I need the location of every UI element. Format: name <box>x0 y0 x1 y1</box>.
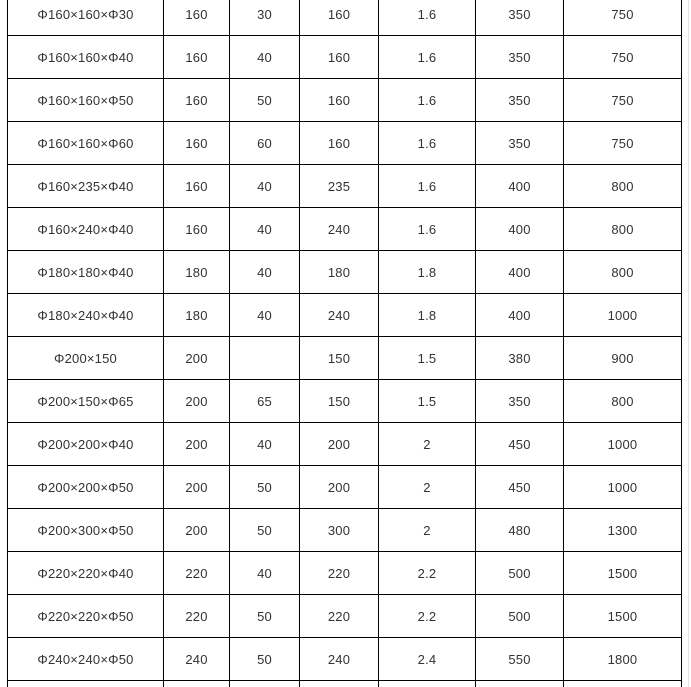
value-cell: 160 <box>300 122 379 165</box>
value-cell: 750 <box>564 79 682 122</box>
table-row <box>8 595 682 638</box>
spec-cell: Φ180×180×Φ40 <box>8 251 164 294</box>
value-cell: 300 <box>300 509 379 552</box>
value-cell: 160 <box>300 79 379 122</box>
spec-cell: Φ200×300×Φ50 <box>8 509 164 552</box>
value-cell: 900 <box>564 337 682 380</box>
value-cell <box>230 681 300 687</box>
value-cell: 500 <box>476 595 564 638</box>
value-cell: 400 <box>476 251 564 294</box>
value-cell: 480 <box>476 509 564 552</box>
value-cell: 1500 <box>564 552 682 595</box>
value-cell: 40 <box>230 423 300 466</box>
spec-cell: Φ160×160×Φ60 <box>8 122 164 165</box>
value-cell: 180 <box>300 251 379 294</box>
value-cell: 240 <box>300 294 379 337</box>
value-cell: 50 <box>230 509 300 552</box>
table-row <box>8 251 682 294</box>
table-row <box>8 122 682 165</box>
value-cell: 160 <box>164 122 230 165</box>
table-row <box>8 380 682 423</box>
value-cell: 1.6 <box>379 165 476 208</box>
value-cell: 40 <box>230 208 300 251</box>
value-cell: 1.8 <box>379 294 476 337</box>
value-cell: 40 <box>230 552 300 595</box>
value-cell: 2 <box>379 423 476 466</box>
right-edge-divider <box>688 0 689 687</box>
value-cell: 40 <box>230 36 300 79</box>
value-cell: 1.5 <box>379 337 476 380</box>
value-cell: 350 <box>476 36 564 79</box>
value-cell: 1.5 <box>379 380 476 423</box>
value-cell: 200 <box>164 509 230 552</box>
value-cell: 240 <box>164 638 230 681</box>
value-cell: 200 <box>164 423 230 466</box>
value-cell: 1500 <box>564 595 682 638</box>
value-cell: 800 <box>564 165 682 208</box>
value-cell: 220 <box>300 552 379 595</box>
value-cell: 2 <box>379 466 476 509</box>
value-cell: 1800 <box>564 638 682 681</box>
value-cell: 800 <box>564 251 682 294</box>
value-cell: 2.2 <box>379 595 476 638</box>
value-cell: 400 <box>476 208 564 251</box>
value-cell: 60 <box>230 122 300 165</box>
value-cell: 1000 <box>564 423 682 466</box>
value-cell <box>164 681 230 687</box>
spec-cell: Φ160×160×Φ40 <box>8 36 164 79</box>
value-cell: 400 <box>476 165 564 208</box>
value-cell: 160 <box>164 208 230 251</box>
table-row <box>8 509 682 552</box>
value-cell: 800 <box>564 380 682 423</box>
value-cell: 235 <box>300 165 379 208</box>
table-row <box>8 165 682 208</box>
value-cell <box>379 681 476 687</box>
value-cell: 1.6 <box>379 122 476 165</box>
value-cell: 200 <box>164 380 230 423</box>
value-cell: 40 <box>230 251 300 294</box>
value-cell: 2.4 <box>379 638 476 681</box>
spec-cell: Φ160×240×Φ40 <box>8 208 164 251</box>
spec-cell: Φ240×240×Φ50 <box>8 638 164 681</box>
value-cell: 50 <box>230 79 300 122</box>
value-cell: 1300 <box>564 509 682 552</box>
table-row <box>8 0 682 36</box>
value-cell: 65 <box>230 380 300 423</box>
value-cell: 2.2 <box>379 552 476 595</box>
spec-cell: Φ160×160×Φ50 <box>8 79 164 122</box>
spec-cell: Φ160×160×Φ30 <box>8 0 164 36</box>
value-cell: 240 <box>300 208 379 251</box>
value-cell <box>300 681 379 687</box>
value-cell: 220 <box>164 595 230 638</box>
spec-cell: Φ180×240×Φ40 <box>8 294 164 337</box>
value-cell: 50 <box>230 466 300 509</box>
table-row <box>8 79 682 122</box>
table-row <box>8 337 682 380</box>
value-cell: 220 <box>164 552 230 595</box>
value-cell: 150 <box>300 380 379 423</box>
value-cell: 500 <box>476 552 564 595</box>
value-cell: 200 <box>164 337 230 380</box>
value-cell: 180 <box>164 294 230 337</box>
value-cell: 350 <box>476 0 564 36</box>
value-cell: 350 <box>476 380 564 423</box>
spec-cell: Φ200×200×Φ50 <box>8 466 164 509</box>
value-cell: 30 <box>230 0 300 36</box>
spec-table-container <box>7 0 682 687</box>
value-cell: 350 <box>476 122 564 165</box>
value-cell: 1000 <box>564 294 682 337</box>
table-row <box>8 36 682 79</box>
spec-cell: Φ200×150×Φ65 <box>8 380 164 423</box>
value-cell: 200 <box>300 466 379 509</box>
value-cell: 350 <box>476 79 564 122</box>
spec-cell <box>8 681 164 687</box>
value-cell: 1.6 <box>379 0 476 36</box>
value-cell: 750 <box>564 122 682 165</box>
value-cell: 200 <box>164 466 230 509</box>
value-cell: 160 <box>164 79 230 122</box>
table-row <box>8 466 682 509</box>
value-cell: 220 <box>300 595 379 638</box>
value-cell <box>230 337 300 380</box>
value-cell: 160 <box>300 0 379 36</box>
spec-cell: Φ200×150 <box>8 337 164 380</box>
value-cell: 1000 <box>564 466 682 509</box>
table-row <box>8 638 682 681</box>
spec-cell: Φ160×235×Φ40 <box>8 165 164 208</box>
value-cell <box>564 681 682 687</box>
value-cell: 40 <box>230 294 300 337</box>
value-cell: 380 <box>476 337 564 380</box>
spec-cell: Φ220×220×Φ40 <box>8 552 164 595</box>
value-cell: 50 <box>230 595 300 638</box>
value-cell: 50 <box>230 638 300 681</box>
table-row <box>8 423 682 466</box>
value-cell: 450 <box>476 423 564 466</box>
value-cell: 40 <box>230 165 300 208</box>
spec-table-body <box>8 0 682 687</box>
value-cell: 160 <box>164 165 230 208</box>
value-cell: 1.6 <box>379 79 476 122</box>
value-cell: 160 <box>164 36 230 79</box>
value-cell: 750 <box>564 0 682 36</box>
spec-cell: Φ200×200×Φ40 <box>8 423 164 466</box>
value-cell: 1.8 <box>379 251 476 294</box>
value-cell: 240 <box>300 638 379 681</box>
value-cell <box>476 681 564 687</box>
table-row <box>8 552 682 595</box>
value-cell: 550 <box>476 638 564 681</box>
value-cell: 1.6 <box>379 208 476 251</box>
value-cell: 2 <box>379 509 476 552</box>
table-row <box>8 681 682 687</box>
spec-cell: Φ220×220×Φ50 <box>8 595 164 638</box>
table-row <box>8 208 682 251</box>
value-cell: 150 <box>300 337 379 380</box>
value-cell: 750 <box>564 36 682 79</box>
value-cell: 1.6 <box>379 36 476 79</box>
spec-table <box>7 0 682 687</box>
value-cell: 160 <box>300 36 379 79</box>
value-cell: 400 <box>476 294 564 337</box>
value-cell: 160 <box>164 0 230 36</box>
table-row <box>8 294 682 337</box>
value-cell: 450 <box>476 466 564 509</box>
value-cell: 180 <box>164 251 230 294</box>
value-cell: 800 <box>564 208 682 251</box>
value-cell: 200 <box>300 423 379 466</box>
